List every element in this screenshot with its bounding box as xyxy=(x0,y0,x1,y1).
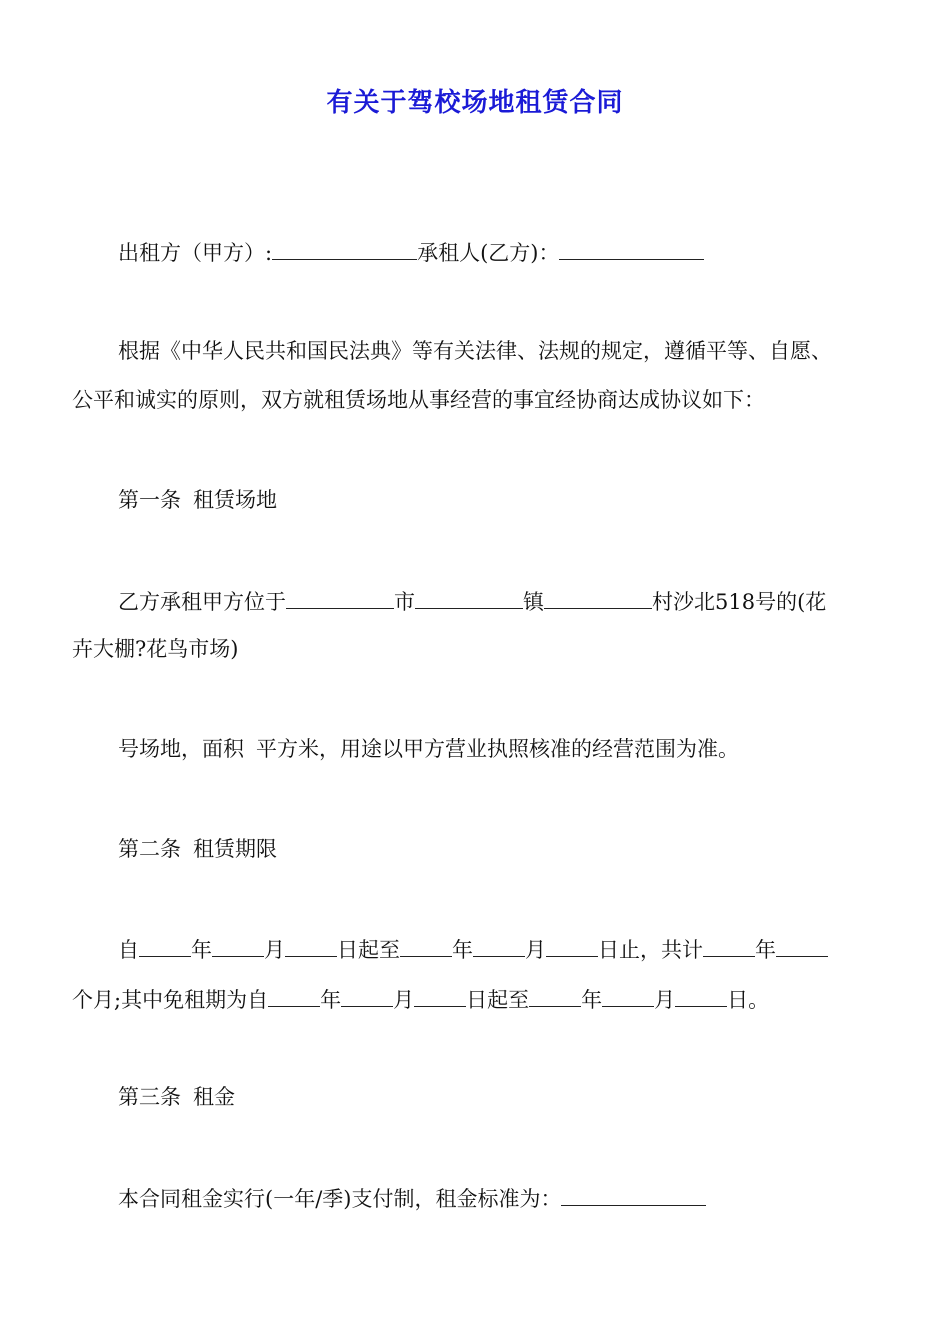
lessor-label: 出租方（甲方）: xyxy=(118,241,273,265)
year-label: 年 xyxy=(581,988,603,1012)
free-start-year-blank[interactable] xyxy=(268,984,320,1007)
end-month-blank[interactable] xyxy=(473,934,525,957)
month-label: 月 xyxy=(264,938,285,962)
town-blank[interactable] xyxy=(415,586,523,609)
parties-line xyxy=(118,237,882,267)
town-label: 镇 xyxy=(523,590,544,614)
month-label: 月 xyxy=(525,938,546,962)
day-end-label: 日止，共计 xyxy=(598,938,703,962)
end-year-blank[interactable] xyxy=(400,934,452,957)
end-day-blank[interactable] xyxy=(546,934,598,957)
start-year-blank[interactable] xyxy=(139,934,191,957)
address-tail: 村沙北518号的(花 xyxy=(652,590,827,614)
article2-title: 租赁期限 xyxy=(193,837,277,861)
total-month-blank[interactable] xyxy=(776,934,828,957)
article1-number: 第一条 xyxy=(118,488,181,512)
document-title: 有关于驾校场地租赁合同 xyxy=(326,88,624,118)
free-end-year-blank[interactable] xyxy=(529,984,581,1007)
article1-location-line xyxy=(118,586,882,616)
free-period-prefix: 个月;其中免租期为自 xyxy=(72,988,269,1012)
article2-heading xyxy=(118,835,882,863)
village-blank[interactable] xyxy=(544,586,652,609)
article3-number: 第三条 xyxy=(118,1085,181,1109)
start-month-blank[interactable] xyxy=(212,934,264,957)
rent-standard-blank[interactable] xyxy=(561,1183,706,1206)
month-label: 月 xyxy=(393,988,415,1012)
lessee-label: 承租人(乙方)： xyxy=(417,241,560,265)
preamble-line-2: 公平和诚实的原则，双方就租赁场地从事经营的事宜经协商达成协议如下： xyxy=(72,388,765,412)
start-day-blank[interactable] xyxy=(285,934,337,957)
free-start-day-blank[interactable] xyxy=(414,984,466,1007)
article1-heading xyxy=(118,486,882,514)
year-label: 年 xyxy=(755,938,776,962)
article3-heading xyxy=(118,1083,882,1111)
day-start-label: 日起至 xyxy=(466,988,530,1012)
article3-rent-line xyxy=(118,1183,882,1213)
article2-period-line xyxy=(118,934,882,964)
preamble-line-1: 根据《中华人民共和国民法典》等有关法律、法规的规定，遵循平等、自愿、 xyxy=(118,339,832,363)
usage-b: 平方米，用途以甲方营业执照核准的经营范围为准。 xyxy=(256,737,739,761)
day-final-label: 日。 xyxy=(727,988,770,1012)
lessee-blank[interactable] xyxy=(559,237,704,260)
total-year-blank[interactable] xyxy=(703,934,755,957)
year-label: 年 xyxy=(452,938,473,962)
year-label: 年 xyxy=(191,938,212,962)
free-start-month-blank[interactable] xyxy=(341,984,393,1007)
month-label: 月 xyxy=(654,988,676,1012)
article3-title: 租金 xyxy=(193,1085,235,1109)
year-label: 年 xyxy=(320,988,342,1012)
usage-a: 号场地，面积 xyxy=(118,737,244,761)
city-blank[interactable] xyxy=(286,586,394,609)
from-label: 自 xyxy=(118,938,139,962)
article2-free-period-line xyxy=(72,984,882,1014)
article1-address-cont: 卉大棚?花鸟市场) xyxy=(72,637,239,661)
article2-number: 第二条 xyxy=(118,837,181,861)
day-start-label: 日起至 xyxy=(337,938,400,962)
free-end-day-blank[interactable] xyxy=(675,984,727,1007)
city-label: 市 xyxy=(394,590,415,614)
article1-usage-line xyxy=(118,735,882,763)
rent-text: 本合同租金实行(一年/季)支付制，租金标准为： xyxy=(118,1187,562,1211)
location-prefix: 乙方承租甲方位于 xyxy=(118,590,286,614)
lessor-blank[interactable] xyxy=(272,237,417,260)
article1-title: 租赁场地 xyxy=(193,488,277,512)
free-end-month-blank[interactable] xyxy=(602,984,654,1007)
